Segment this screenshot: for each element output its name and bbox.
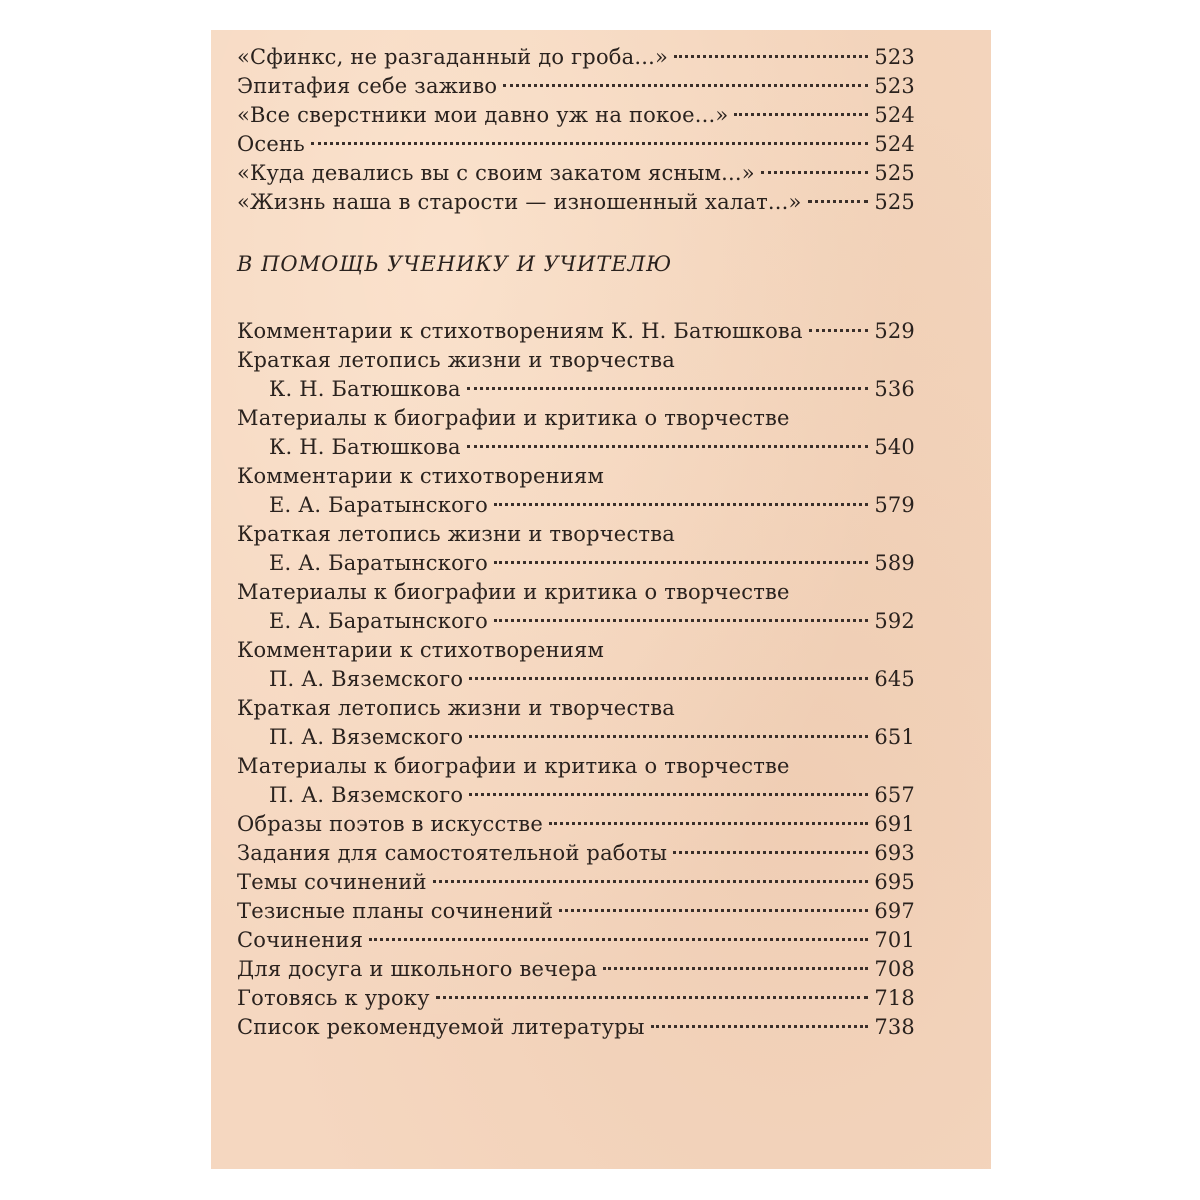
dot-leader: [809, 329, 869, 332]
toc-entry-title: Темы сочинений: [237, 870, 427, 894]
toc-entry: [237, 1013, 915, 1042]
toc-entry-page: 708: [874, 957, 915, 981]
table-of-contents: [237, 43, 915, 1042]
dot-leader: [469, 735, 868, 738]
toc-entry-title: Задания для самостоятельной работы: [237, 841, 668, 865]
dot-leader: [761, 171, 869, 174]
dot-leader: [467, 387, 869, 390]
toc-entry-title: Образы поэтов в искусстве: [237, 812, 543, 836]
toc-entry-page: 524: [874, 103, 915, 127]
toc-entry-page: 657: [874, 783, 915, 807]
toc-entry-title-line: Комментарии к стихотворениям: [237, 464, 605, 488]
toc-entry-title: П. А. Вяземского: [269, 667, 464, 691]
toc-entry: [237, 159, 915, 188]
toc-entry-title: Сочинения: [237, 928, 364, 952]
dot-leader: [494, 561, 868, 564]
toc-entry-title: К. Н. Батюшкова: [269, 377, 461, 401]
toc-entry-page: 536: [874, 377, 915, 401]
toc-entry-page: 651: [874, 725, 915, 749]
toc-entry: [237, 317, 915, 346]
toc-entry: [237, 72, 915, 101]
toc-entry-page: 645: [874, 667, 915, 691]
toc-entry: [237, 984, 915, 1013]
toc-entry-title: Тезисные планы сочинений: [237, 899, 554, 923]
toc-entry: [237, 810, 915, 839]
toc-entry-page: 738: [874, 1015, 915, 1039]
toc-entry-title: Осень: [237, 132, 305, 156]
toc-entry-page: 525: [874, 161, 915, 185]
toc-entry: [237, 955, 915, 984]
toc-entry-page: 529: [874, 319, 915, 343]
toc-entry-title: Е. А. Баратынского: [269, 493, 488, 517]
toc-entry: [237, 607, 915, 636]
toc-entry-page: 592: [874, 609, 915, 633]
toc-entry-title: Для досуга и школьного вечера: [237, 957, 598, 981]
dot-leader: [311, 142, 868, 145]
dot-leader: [503, 84, 868, 87]
dot-leader: [469, 793, 868, 796]
dot-leader: [436, 996, 869, 999]
toc-entry-page: 693: [874, 841, 915, 865]
toc-entry-page: 524: [874, 132, 915, 156]
toc-entry-page: 523: [874, 74, 915, 98]
dot-leader: [369, 938, 868, 941]
toc-entry-title: Готовясь к уроку: [237, 986, 430, 1010]
toc-entry-title: П. А. Вяземского: [269, 783, 464, 807]
toc-entry-title: Е. А. Баратынского: [269, 551, 488, 575]
toc-entry-page: 589: [874, 551, 915, 575]
toc-entry: [237, 897, 915, 926]
toc-entry-title-line: Комментарии к стихотворениям: [237, 638, 605, 662]
toc-entry-title-line: Краткая летопись жизни и творчества: [237, 348, 675, 372]
toc-entry-page: 579: [874, 493, 915, 517]
dot-leader: [469, 677, 868, 680]
dot-leader: [559, 909, 868, 912]
dot-leader: [603, 967, 868, 970]
toc-entry-title: Эпитафия себе заживо: [237, 74, 498, 98]
dot-leader: [651, 1025, 869, 1028]
toc-entry-title: «Сфинкс, не разгаданный до гроба...»: [237, 45, 669, 69]
toc-entry: [237, 723, 915, 752]
toc-entry-title: «Все сверстники мои давно уж на покое...»: [237, 103, 729, 127]
toc-entry-page: 718: [874, 986, 915, 1010]
dot-leader: [549, 822, 868, 825]
toc-entry-title: «Куда девались вы с своим закатом ясным...»: [237, 161, 755, 185]
toc-entry-page: 701: [874, 928, 915, 952]
toc-entry-title-line: Краткая летопись жизни и творчества: [237, 522, 675, 546]
toc-entry: [237, 491, 915, 520]
toc-entry-title: П. А. Вяземского: [269, 725, 464, 749]
toc-entry-title: Список рекомендуемой литературы: [237, 1015, 645, 1039]
toc-entry: [237, 839, 915, 868]
toc-entry-page: 523: [874, 45, 915, 69]
toc-entry: [237, 868, 915, 897]
dot-leader: [734, 113, 868, 116]
toc-entry: [237, 375, 915, 404]
toc-entry-page: 695: [874, 870, 915, 894]
toc-entry-page: 691: [874, 812, 915, 836]
toc-entry-title-line: Краткая летопись жизни и творчества: [237, 696, 675, 720]
toc-entry: [237, 433, 915, 462]
toc-entry: [237, 43, 915, 72]
dot-leader: [808, 200, 869, 203]
dot-leader: [433, 880, 869, 883]
toc-entry-title-line: Материалы к биографии и критика о творчестве: [237, 406, 790, 430]
toc-entry-title: К. Н. Батюшкова: [269, 435, 461, 459]
toc-entry-page: 697: [874, 899, 915, 923]
dot-leader: [494, 619, 868, 622]
toc-entry: [237, 130, 915, 159]
toc-entry: [237, 781, 915, 810]
toc-entry: [237, 665, 915, 694]
toc-entry: [237, 188, 915, 217]
toc-entry: [237, 926, 915, 955]
toc-entry-title-line: Материалы к биографии и критика о творчестве: [237, 754, 790, 778]
toc-entry: [237, 549, 915, 578]
toc-entry-title: Комментарии к стихотворениям К. Н. Батюшкова: [237, 319, 803, 343]
dot-leader: [494, 503, 868, 506]
toc-entry-title-line: Материалы к биографии и критика о творчестве: [237, 580, 790, 604]
dot-leader: [674, 55, 868, 58]
toc-entry: [237, 101, 915, 130]
dot-leader: [673, 851, 868, 854]
toc-entry-title: Е. А. Баратынского: [269, 609, 488, 633]
toc-entry-page: 540: [874, 435, 915, 459]
section-heading: В ПОМОЩЬ УЧЕНИКУ И УЧИТЕЛЮ: [237, 252, 673, 276]
dot-leader: [467, 445, 869, 448]
toc-entry-page: 525: [874, 190, 915, 214]
toc-entry-title: «Жизнь наша в старости — изношенный халат...»: [237, 190, 802, 214]
